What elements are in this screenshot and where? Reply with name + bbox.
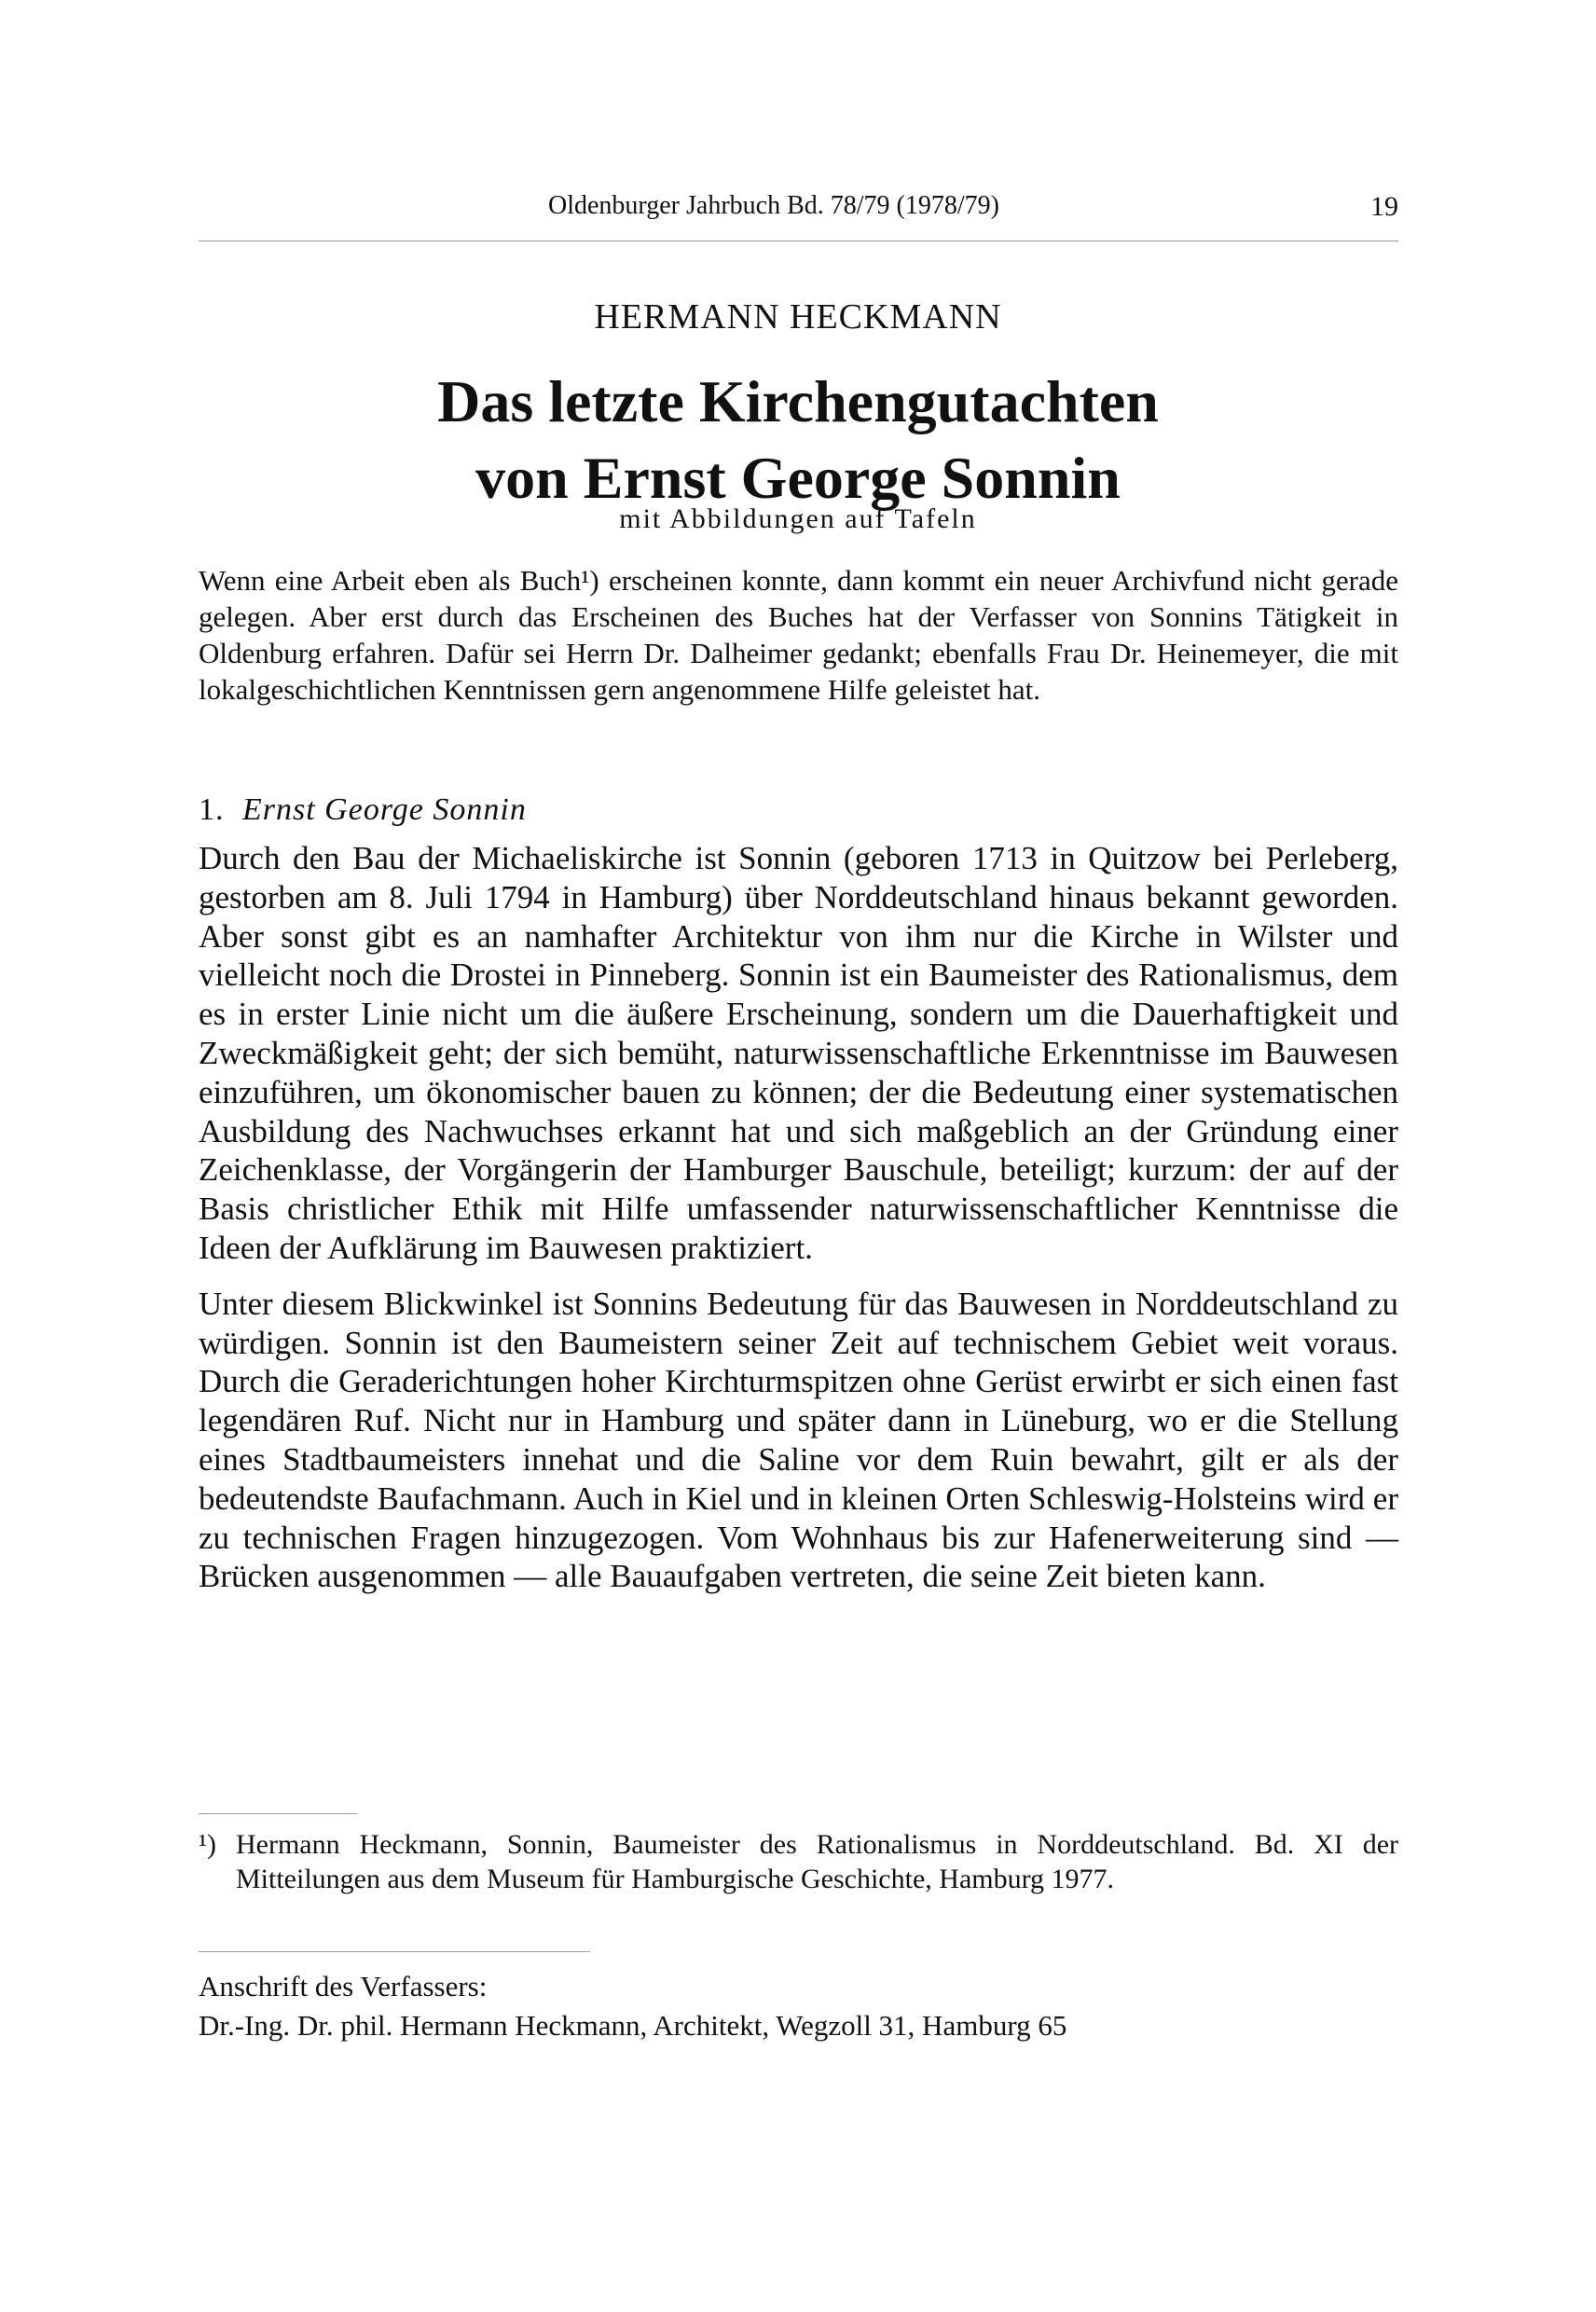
section-number: 1. (199, 792, 225, 827)
article-author: HERMANN HECKMANN (594, 297, 1002, 337)
page-number: 19 (1370, 191, 1398, 222)
address-label: Anschrift des Verfassers: (199, 1970, 488, 2002)
title-line-1: Das letzte Kirchengutachten (437, 368, 1159, 434)
footnote-text: Hermann Heckmann, Sonnin, Baumeister des Rationalismus in Norddeutschland. Bd. XI der Mitteilungen aus dem Museum für Hamburgische Geschichte, Hamburg 1977. (236, 1829, 1398, 1894)
intro-paragraph (199, 562, 1398, 708)
paragraph: Durch den Bau der Michaeliskirche ist Sonnin (geboren 1713 in Quitzow bei Perleberg, gestorben am 8. Juli 1794 in Hamburg) über Norddeutschland hinaus bekannt geworden. Aber sonst gibt es an namhafter Architektur von ihm nur die Kirche in Wilster und vielleicht noch die Drostei in Pinneberg. Sonnin ist ein Baumeister des Rationalismus, dem es in erster Linie nicht um die äußere Erscheinung, sondern um die Dauerhaftigkeit und Zweckmäßigkeit geht; der sich bemüht, naturwissenschaftliche Erkenntnisse im Bauwesen einzuführen, um ökonomischer bauen zu können; der die Bedeutung einer systematischen Ausbildung des Nachwuchses erkannt hat und sich maßgeblich an der Gründung einer Zeichenklasse, der Vorgängerin der Hamburger Bauschule, beteiligt; kurzum: der auf der Basis christlicher Ethik mit Hilfe umfassender naturwissenschaftlicher Kenntnisse die Ideen der Aufklärung im Bauwesen praktiziert. (199, 840, 1398, 1266)
paragraph: Unter diesem Blickwinkel ist Sonnins Bedeutung für das Bauwesen in Norddeutschland zu würdigen. Sonnin ist den Baumeistern seiner Zeit auf technischem Gebiet weit voraus. Durch die Geraderichtungen hoher Kirchturmspitzen ohne Gerüst erwirbt er sich einen fast legendären Ruf. Nicht nur in Hamburg und später dann in Lüneburg, wo er die Stellung eines Stadtbaumeisters innehat und die Saline vor dem Ruin bewahrt, gilt er als der bedeutendste Baufachmann. Auch in Kiel und in kleinen Orten Schleswig-Holsteins wird er zu technischen Fragen hinzugezogen. Vom Wohnhaus bis zur Hafenerweiterung sind — Brücken ausgenommen — alle Bauaufgaben vertreten, die seine Zeit bieten kann. (199, 1285, 1398, 1595)
footnote-rule (199, 1813, 357, 1814)
author-address (199, 1967, 1066, 2045)
journal-title: Oldenburger Jahrbuch Bd. 78/79 (1978/79) (548, 191, 999, 220)
intro-text: Wenn eine Arbeit eben als Buch¹) erscheinen konnte, dann kommt ein neuer Archivfund nicht gerade gelegen. Aber erst durch das Erscheinen des Buches hat der Verfasser von Sonnins Tätigkeit in Oldenburg erfahren. Dafür sei Herrn Dr. Dalheimer gedankt; ebenfalls Frau Dr. Heinemeyer, die mit lokalgeschichtlichen Kenntnissen gern angenommene Hilfe geleistet hat. (199, 564, 1398, 706)
section-heading (199, 792, 527, 828)
section-title: Ernst George Sonnin (242, 792, 527, 827)
article-title (0, 364, 1596, 516)
body-text (199, 839, 1398, 1613)
footnote (199, 1827, 1398, 1896)
address-rule (199, 1951, 590, 1952)
title-line-2: von Ernst George Sonnin (475, 445, 1121, 511)
footnote-mark: ¹) (199, 1829, 216, 1860)
article-subtitle: mit Abbildungen auf Tafeln (619, 503, 977, 534)
address-line: Dr.-Ing. Dr. phil. Hermann Heckmann, Architekt, Wegzoll 31, Hamburg 65 (199, 2009, 1067, 2042)
